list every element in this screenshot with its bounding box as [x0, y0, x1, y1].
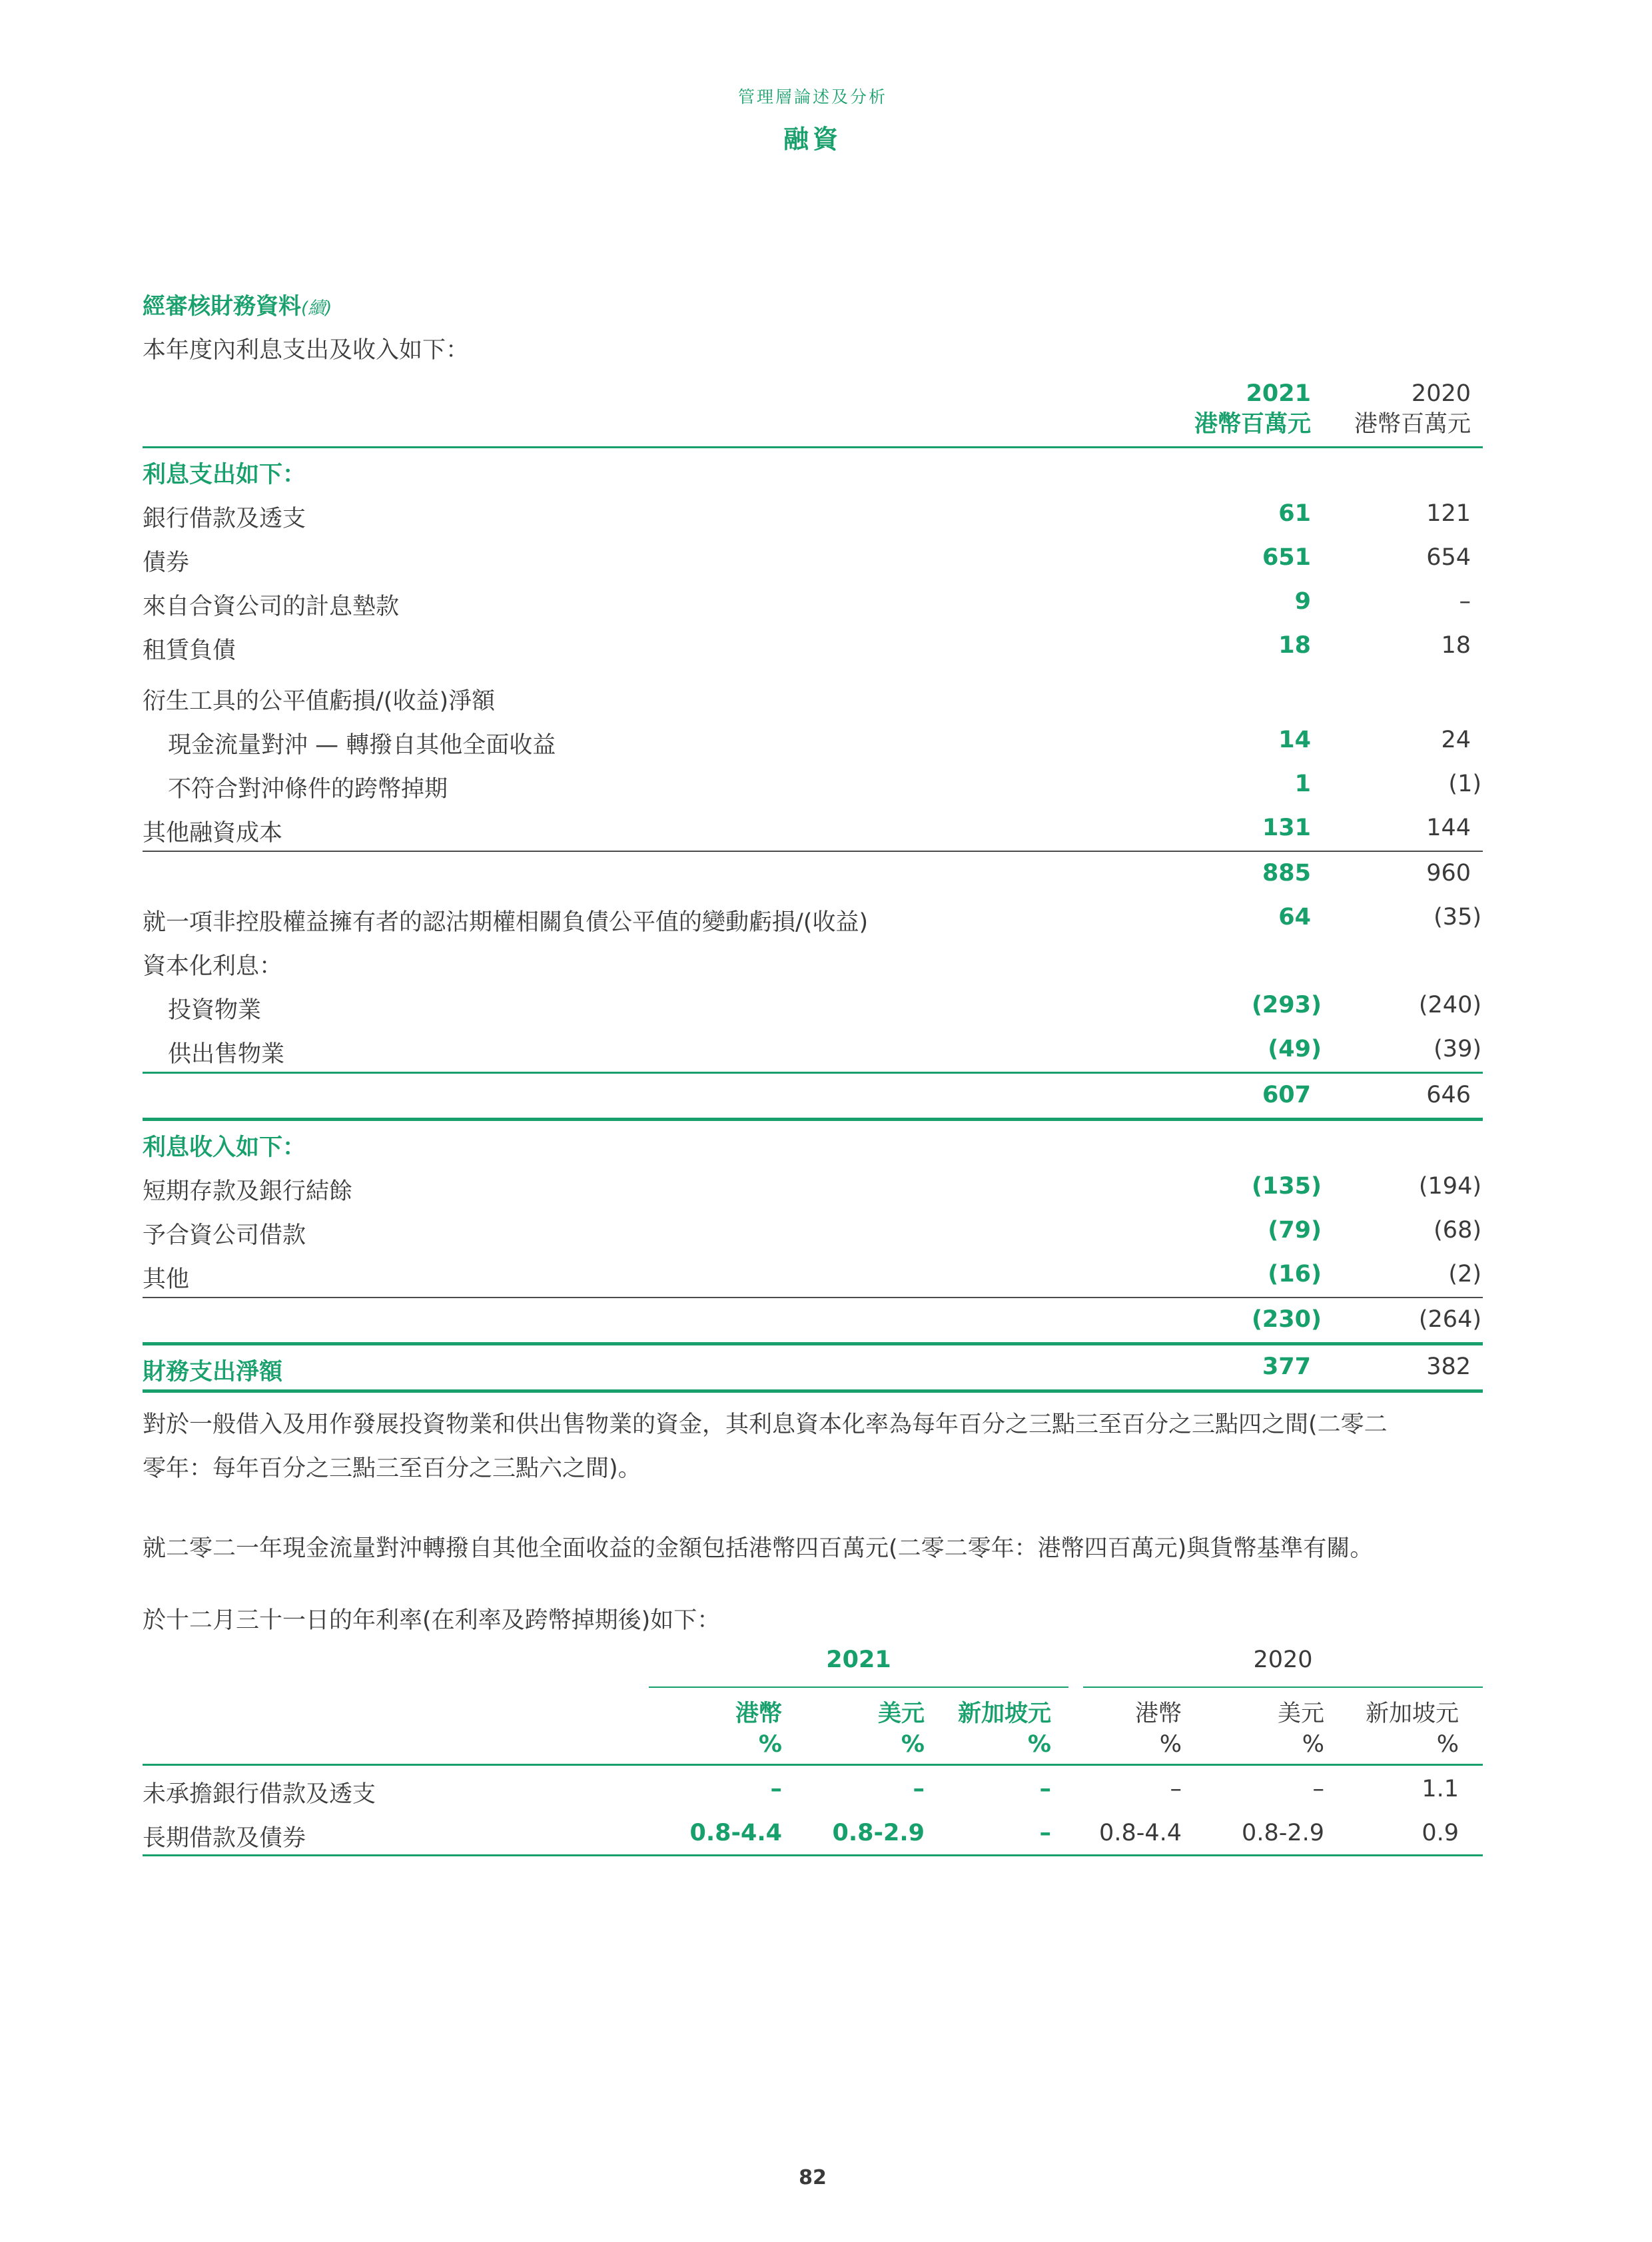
rate-value: – [1039, 1776, 1051, 1802]
rate-value: 0.8-4.4 [689, 1820, 782, 1846]
derivatives-row [143, 668, 1483, 719]
value-2020: (194) [1418, 1173, 1481, 1200]
subtotal-row [143, 1072, 1483, 1118]
value-2021: 1 [1294, 771, 1311, 797]
rate-value: 0.9 [1422, 1820, 1459, 1846]
row-label: 投資物業 [168, 997, 262, 1024]
section-title [143, 288, 332, 320]
value-2021: 131 [1262, 815, 1311, 841]
income-total-2020: (264) [1418, 1306, 1481, 1333]
income-heading-row [143, 1118, 1483, 1165]
page-number: 82 [799, 2166, 827, 2189]
subtotal-2021: 607 [1262, 1082, 1311, 1108]
value-2020: 144 [1426, 815, 1471, 841]
section-title-text: 經審核財務資料 [143, 293, 301, 320]
currency-name: 港幣 [735, 1700, 782, 1727]
table-row [143, 492, 1483, 536]
percent-unit: % [1159, 1731, 1182, 1758]
row-label: 供出售物業 [168, 1041, 285, 1068]
currency-name: 新加坡元 [1365, 1700, 1459, 1727]
hedge-paragraph: 就二零二一年現金流量對沖轉撥自其他全面收益的金額包括港幣四百萬元(二零二零年：港幣四百萬元)與貨幣基準有關。 [143, 1535, 1374, 1562]
net-total-row [143, 1342, 1483, 1393]
value-2020: (35) [1434, 904, 1481, 931]
bottom-rule [143, 1854, 1483, 1856]
row-label: 銀行借款及透支 [143, 506, 306, 532]
value-2021: (293) [1251, 992, 1322, 1018]
interest-table [143, 373, 1483, 1393]
currency-name: 港幣 [1134, 1700, 1182, 1727]
value-2020: (240) [1418, 992, 1481, 1018]
expense-heading: 利息支出如下： [143, 462, 306, 488]
continued-note: (續) [301, 298, 332, 318]
value-2020: 654 [1426, 544, 1471, 571]
table-column-header [143, 373, 1483, 448]
row-label: 長期借款及債券 [143, 1825, 306, 1852]
value-2021: 64 [1278, 904, 1311, 931]
value-2021: 18 [1278, 632, 1311, 659]
value-2020: (68) [1434, 1217, 1481, 1244]
currency-header [1326, 1698, 1459, 1760]
year-2021-rule [649, 1686, 1068, 1688]
subtotal-row [143, 851, 1483, 896]
table-row [143, 580, 1483, 624]
row-label: 未承擔銀行借款及透支 [143, 1781, 376, 1808]
row-label: 租賃負債 [143, 637, 236, 664]
rate-value: 0.8-4.4 [1099, 1820, 1182, 1846]
value-2020: – [1459, 588, 1471, 615]
subtotal-2021: 885 [1262, 860, 1311, 887]
row-label: 債券 [143, 550, 190, 576]
col-2020-year: 2020 [1411, 380, 1471, 407]
col-2021-unit: 港幣百萬元 [1194, 411, 1311, 438]
percent-unit: % [901, 1731, 925, 1758]
capitalised-label: 資本化利息： [143, 953, 283, 980]
rate-value: 1.1 [1422, 1776, 1459, 1802]
income-heading: 利息收入如下： [143, 1134, 306, 1161]
row-label: 其他 [143, 1266, 190, 1293]
col-2020-unit: 港幣百萬元 [1354, 411, 1471, 438]
row-label: 不符合對沖條件的跨幣掉期 [168, 776, 448, 803]
derivatives-label: 衍生工具的公平值虧損/(收益)淨額 [143, 688, 496, 715]
table-row [143, 763, 1483, 807]
currency-header [791, 1698, 925, 1760]
net-total-2020: 382 [1426, 1353, 1471, 1380]
paragraph-line: 對於一般借入及用作發展投資物業和供出售物業的資金，其利息資本化率為每年百分之三點三至百分之三點四之間(二零二 [143, 1411, 1388, 1438]
rates-intro: 於十二月三十一日的年利率(在利率及跨幣掉期後)如下： [143, 1607, 721, 1634]
paragraph-line: 零年：每年百分之三點三至百分之三點六之間)。 [143, 1455, 641, 1482]
rate-value: – [913, 1776, 925, 1802]
value-2021: (49) [1268, 1036, 1322, 1062]
table-row [143, 1253, 1483, 1297]
value-2020: (2) [1448, 1261, 1481, 1288]
value-2020: (39) [1434, 1036, 1481, 1062]
currency-header [1048, 1698, 1182, 1760]
value-2020: 18 [1441, 632, 1471, 659]
interest-rate-table [143, 1645, 1483, 1858]
table-row [143, 896, 1483, 940]
table-row [143, 719, 1483, 763]
currency-header [649, 1698, 782, 1760]
value-2021: 61 [1278, 500, 1311, 527]
capitalisation-paragraph [143, 1403, 1488, 1491]
table-row [143, 624, 1483, 668]
table-intro: 本年度內利息支出及收入如下： [143, 337, 470, 364]
net-total-label: 財務支出淨額 [143, 1359, 283, 1385]
col-2021-year: 2021 [1246, 380, 1311, 407]
table-row [143, 1165, 1483, 1209]
currency-name: 新加坡元 [957, 1700, 1051, 1727]
rate-value: – [1039, 1820, 1051, 1846]
rate-value: 0.8-2.9 [832, 1820, 925, 1846]
rate-value: – [770, 1776, 782, 1802]
income-total-2021: (230) [1251, 1306, 1322, 1333]
table-row [143, 1028, 1483, 1072]
value-2021: (79) [1268, 1217, 1322, 1244]
currency-header [1191, 1698, 1324, 1760]
row-label: 現金流量對沖 — 轉撥自其他全面收益 [168, 732, 556, 759]
row-label: 就一項非控股權益擁有者的認沽期權相關負債公平值的變動虧損/(收益) [143, 909, 869, 936]
percent-unit: % [1302, 1731, 1324, 1758]
expense-heading-row [143, 448, 1483, 492]
rate-value: – [1170, 1776, 1182, 1802]
header-subtitle: 管理層論述及分析 [737, 87, 887, 107]
page-title: 融資 [783, 125, 842, 154]
value-2020: (1) [1448, 771, 1481, 797]
value-2021: 651 [1262, 544, 1311, 571]
rate-value: 0.8-2.9 [1242, 1820, 1324, 1846]
value-2021: (135) [1251, 1173, 1322, 1200]
currency-name: 美元 [877, 1700, 925, 1727]
table-row [143, 807, 1483, 851]
currency-name: 美元 [1277, 1700, 1324, 1727]
value-2020: 121 [1426, 500, 1471, 527]
row-label: 短期存款及銀行結餘 [143, 1178, 353, 1205]
subtotal-2020: 960 [1426, 860, 1471, 887]
table-row [143, 984, 1483, 1028]
year-2021-header: 2021 [826, 1647, 891, 1673]
subtotal-2020: 646 [1426, 1082, 1471, 1108]
rate-value: – [1312, 1776, 1324, 1802]
percent-unit: % [1027, 1731, 1051, 1758]
row-label: 來自合資公司的計息墊款 [143, 593, 400, 620]
currency-header [918, 1698, 1051, 1760]
income-total-row [143, 1297, 1483, 1342]
percent-unit: % [1436, 1731, 1459, 1758]
value-2021: 9 [1294, 588, 1311, 615]
year-2020-rule [1083, 1686, 1483, 1688]
table-row [143, 1209, 1483, 1253]
col-2020-header [1271, 378, 1471, 440]
value-2021: (16) [1268, 1261, 1322, 1288]
value-2020: 24 [1441, 727, 1471, 753]
value-2021: 14 [1278, 727, 1311, 753]
table-row [143, 536, 1483, 580]
header-rule [143, 1764, 1483, 1766]
percent-unit: % [758, 1731, 782, 1758]
year-2020-header: 2020 [1253, 1647, 1313, 1673]
row-label: 其他融資成本 [143, 820, 283, 847]
capitalised-row [143, 940, 1483, 984]
net-total-2021: 377 [1262, 1353, 1311, 1380]
row-label: 予合資公司借款 [143, 1222, 306, 1249]
